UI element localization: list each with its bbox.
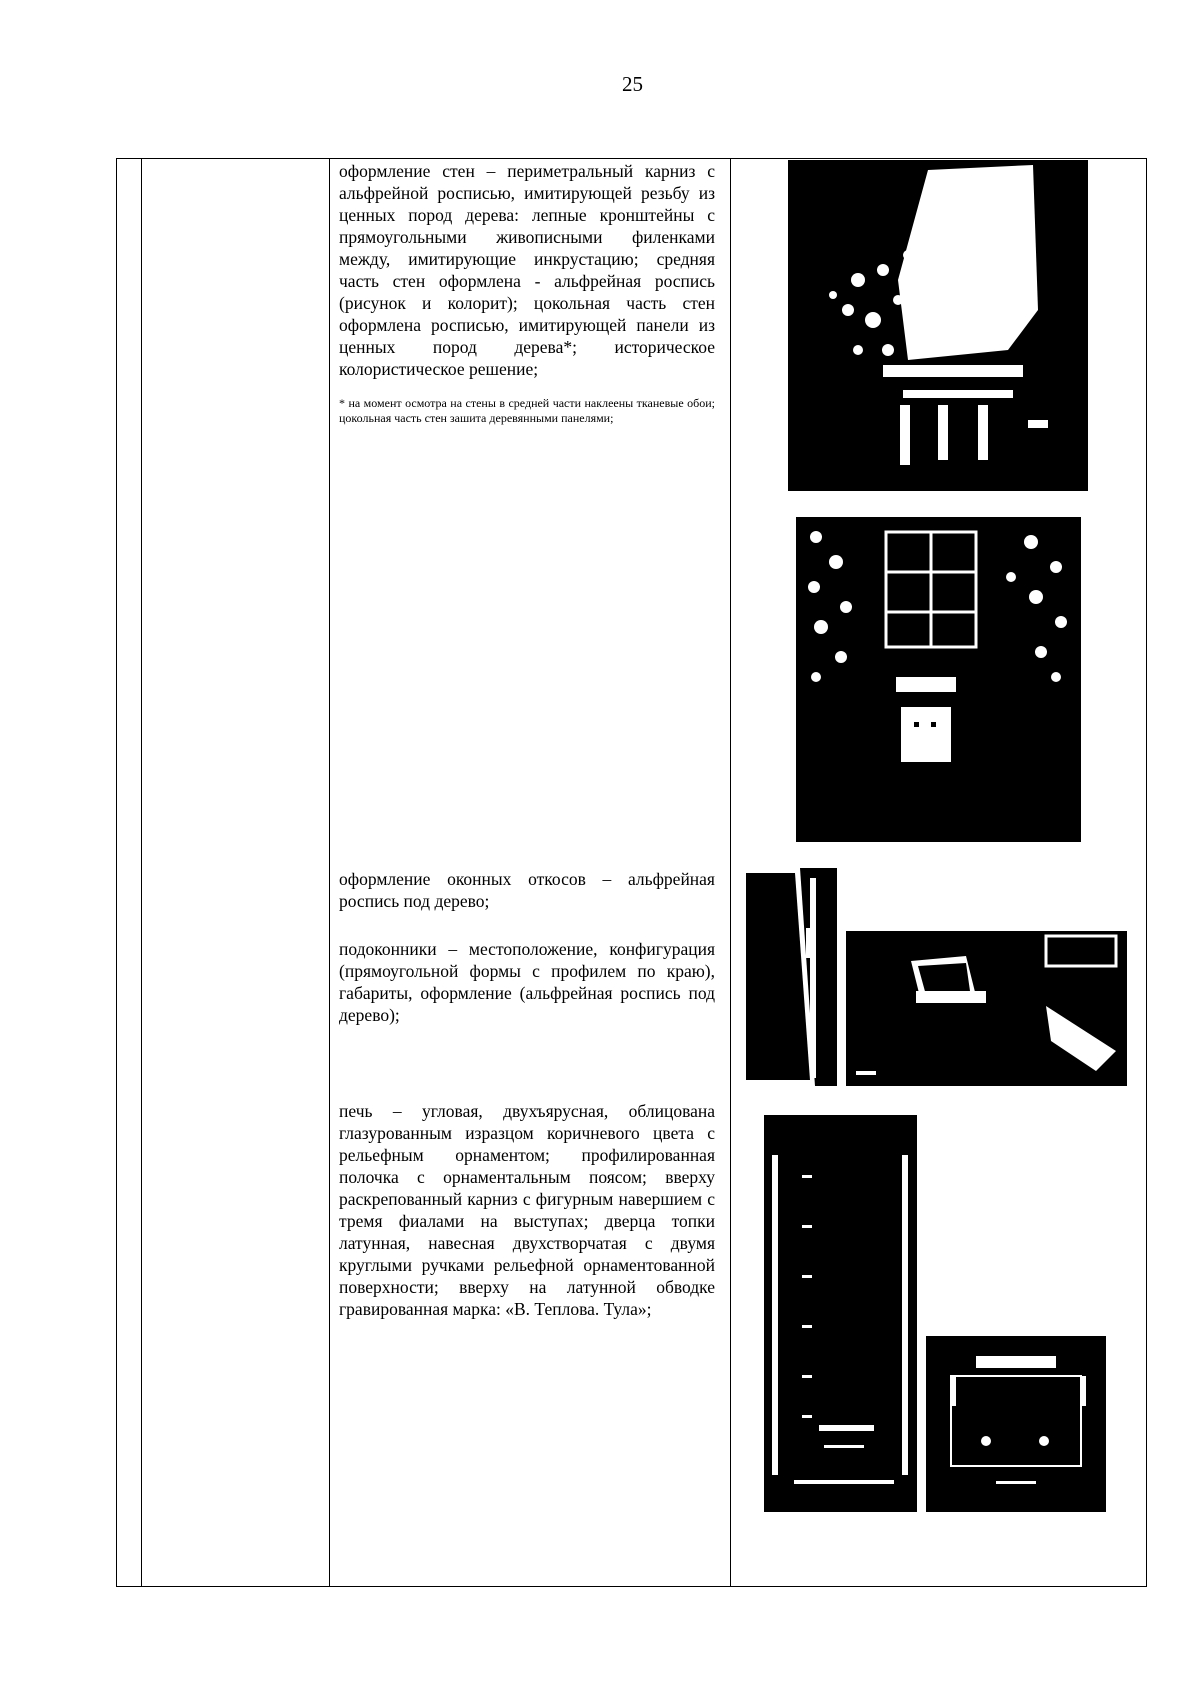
- window-sills-text: подоконники – местоположение, конфигурация (прямоугольной формы с профилем по краю), габариты, оформление (альфрейная роспись под дерево);: [339, 939, 715, 1025]
- photo-stove-full: [764, 1115, 917, 1512]
- photo-window-sill: [846, 931, 1127, 1086]
- photo-wall-doorway: [796, 517, 1081, 842]
- window-slopes-text: оформление оконных откосов – альфрейная роспись под дерево;: [339, 869, 715, 911]
- photo-window-slope: [740, 868, 837, 1086]
- column-divider-3: [730, 159, 731, 1586]
- photo-wall-piano: [788, 160, 1088, 491]
- photo-stove-door: [926, 1336, 1106, 1512]
- stove-text: печь – угловая, двухъярусная, облицована глазурованным изразцом коричневого цвета с рельефным орнаментом; профилированная полочка с орнаментальным поясом; вверху раскрепованный карниз с фигурным навершием с тремя фиалами на выступах; дверца топки латунная, навесная двухстворчатая с двумя круглыми ручками рельефной орнаментованной поверхности; вверху на латунной обводке гравированная марка: «В. Теплова. Тула»;: [339, 1101, 715, 1319]
- column-divider-1: [141, 159, 142, 1586]
- walls-description: [339, 160, 715, 426]
- column-divider-2: [329, 159, 330, 1586]
- window-sills-description: [339, 938, 715, 1026]
- page-number: 25: [622, 72, 643, 96]
- walls-footnote: * на момент осмотра на стены в средней части наклеены тканевые обои; цокольная часть стен зашита деревянными панелями;: [339, 396, 715, 425]
- walls-text: оформление стен – периметральный карниз с альфрейной росписью, имитирующей резьбу из ценных пород дерева: лепные кронштейны с прямоугольными живописными филенками между, имитирующие инкрустацию; средняя часть стен оформлена - альфрейная роспись (рисунок и колорит); цокольная часть стен оформлена росписью, имитирующей панели из ценных пород дерева*; историческое колористическое решение;: [339, 161, 715, 379]
- stove-description: [339, 1100, 715, 1320]
- window-slopes-description: [339, 868, 715, 912]
